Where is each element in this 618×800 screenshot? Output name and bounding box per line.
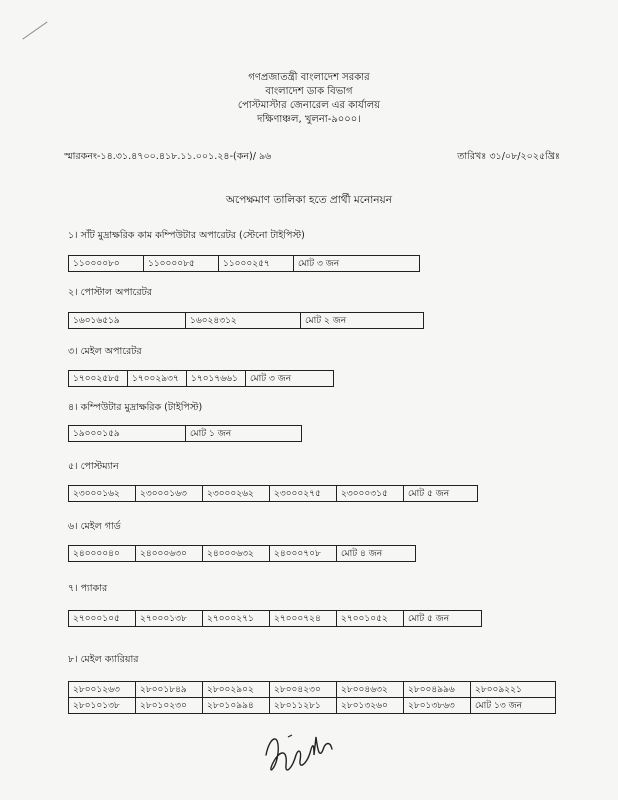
table-row (69, 313, 424, 329)
table-cell: ১১০০০২৫৭ (219, 256, 294, 272)
table-row (69, 371, 334, 387)
table-cell: ২৭০০১০৫২ (337, 611, 404, 627)
header-office: পোস্টমাস্টার জেনারেল এর কার্যালয় (237, 100, 381, 111)
section-heading: ৫। পোস্টম্যান (68, 461, 119, 472)
table-cell: ১৬০২৪৩১২ (186, 313, 301, 329)
table-cell: ২৮০০২৯০২ (203, 682, 270, 698)
section-table (68, 312, 424, 329)
section-table (68, 545, 416, 562)
table-cell: ২৮০০৯২২১ (471, 682, 556, 698)
table-cell: ২৮০০১২৬৩ (69, 682, 136, 698)
table-row (69, 426, 302, 442)
header-address: দক্ষিণাঞ্চল, খুলনা-৯০০০। (257, 114, 361, 125)
table-cell: ২৪০০০৬৩০ (136, 546, 203, 562)
section-table (68, 425, 302, 442)
section-heading: ১। সাঁট মুদ্রাক্ষরিক কাম কম্পিউটার অপারেটর (স্টেনো টাইপিস্ট) (68, 230, 305, 241)
table-cell: ২৩০০০১৬৩ (136, 486, 203, 502)
table-row (69, 682, 556, 698)
table-cell: ২৭০০০১৩৮ (136, 611, 203, 627)
table-cell: ২৮০১৩৮৬৩ (404, 698, 471, 714)
table-cell: ২৮০০৪২৩০ (270, 682, 337, 698)
section-table (68, 681, 556, 714)
table-cell: ২৩০০০৩১৫ (337, 486, 404, 502)
scan-mark (22, 21, 47, 39)
table-total-cell: মোট ৪ জন (337, 546, 416, 562)
table-total-cell: মোট ৫ জন (404, 611, 482, 627)
table-cell: ২৩০০০২৬২ (203, 486, 270, 502)
table-row (69, 546, 416, 562)
section-heading: ৬। মেইল গার্ড (68, 521, 121, 532)
section-table (68, 255, 420, 272)
table-total-cell: মোট ১৩ জন (471, 698, 556, 714)
section-heading: ৪। কম্পিউটার মুদ্রাক্ষরিক (টাইপিস্ট) (68, 402, 203, 413)
table-cell: ১৭০১৭৬৬১ (187, 371, 246, 387)
header-govt: গণপ্রজাতন্ত্রী বাংলাদেশ সরকার (248, 72, 370, 83)
signature (258, 725, 348, 785)
table-row (69, 698, 556, 714)
header-dept: বাংলাদেশ ডাক বিভাগ (265, 86, 353, 97)
table-cell: ২৮০১০১৩৮ (69, 698, 136, 714)
table-cell: ২৭০০০৭২৪ (270, 611, 337, 627)
table-total-cell: মোট ৫ জন (404, 486, 478, 502)
table-cell: ২৮০১৩২৬০ (337, 698, 404, 714)
table-cell: ২৪০০০৭০৮ (270, 546, 337, 562)
table-row (69, 256, 420, 272)
section-table (68, 610, 482, 627)
section-table (68, 370, 334, 387)
table-cell: ২৪০০০৬৩২ (203, 546, 270, 562)
table-cell: ২৮০০৪৯৯৬ (404, 682, 471, 698)
section-heading: ৮। মেইল ক্যারিয়ার (68, 654, 139, 665)
table-cell: ২৮০১১২৮১ (270, 698, 337, 714)
table-cell: ১৭০০২৯৩৭ (128, 371, 187, 387)
table-total-cell: মোট ২ জন (301, 313, 424, 329)
table-total-cell: মোট ৩ জন (294, 256, 420, 272)
table-total-cell: মোট ১ জন (186, 426, 302, 442)
table-cell: ২৮০০৪৬৩২ (337, 682, 404, 698)
table-cell: ২৪০০০০৪০ (69, 546, 136, 562)
table-cell: ২৭০০০১০৫ (69, 611, 136, 627)
table-row (69, 611, 482, 627)
page-title: অপেক্ষমাণ তালিকা হতে প্রার্থী মনোনয়ন (225, 194, 393, 206)
table-cell: ১১০০০০৮০ (69, 256, 144, 272)
table-total-cell: মোট ৩ জন (246, 371, 334, 387)
table-cell: ২৩০০০২৭৫ (270, 486, 337, 502)
section-heading: ২। পোস্টাল অপারেটর (68, 287, 153, 298)
section-heading: ৭। প্যাকার (68, 583, 108, 594)
table-cell: ২৭০০০২৭১ (203, 611, 270, 627)
table-cell: ২৮০১০২৩০ (136, 698, 203, 714)
section-heading: ৩। মেইল অপারেটর (68, 346, 142, 357)
table-cell: ১৯০০০১৫৯ (69, 426, 186, 442)
section-table (68, 485, 478, 502)
table-cell: ২৩০০০১৬২ (69, 486, 136, 502)
table-cell: ২৮০০১৮৪৯ (136, 682, 203, 698)
memo-reference: স্মারকনং-১৪.৩১.৪৭০০.৪১৮.১১.০০১.২৪-(কন)/ ৯৬ (64, 151, 272, 162)
table-cell: ১৭০০২৫৮৫ (69, 371, 128, 387)
table-row (69, 486, 478, 502)
table-cell: ১৬০১৬৫১৯ (69, 313, 186, 329)
table-cell: ১১০০০০৮৫ (144, 256, 219, 272)
memo-date: তারিখঃ ৩১/০৮/২০২৫খ্রিঃ (457, 151, 560, 162)
table-cell: ২৮০১০৯৯৪ (203, 698, 270, 714)
